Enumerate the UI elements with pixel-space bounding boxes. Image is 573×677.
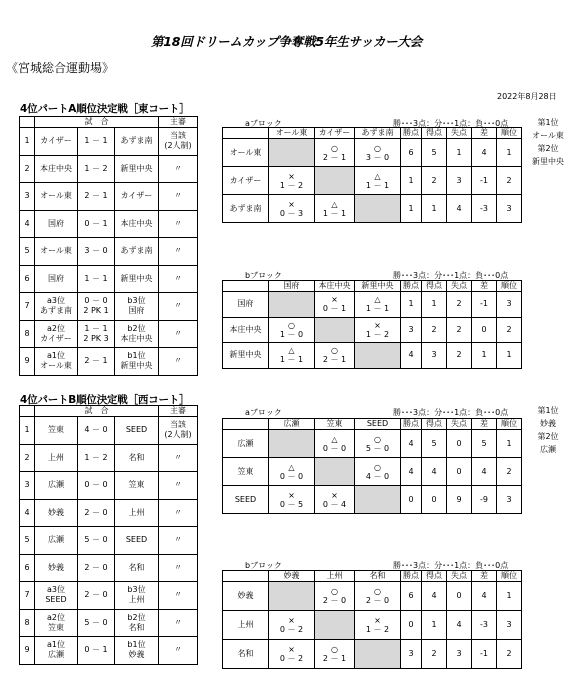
section-a-block-b-label: bブロック bbox=[245, 271, 282, 280]
match-referee: 当該 (2人制) bbox=[159, 417, 198, 445]
match-score: 0 － 1 bbox=[78, 637, 115, 665]
block-result-cell: × 0 － 2 bbox=[269, 640, 315, 669]
block-stat: 1 bbox=[497, 582, 522, 611]
match-score: 0 － 1 bbox=[78, 210, 115, 238]
match-referee: 〃 bbox=[159, 320, 198, 348]
block-stat: 1 bbox=[401, 195, 422, 223]
ranking-line: 妙義 bbox=[540, 419, 556, 428]
block-stat: 9 bbox=[447, 486, 472, 514]
block-header: 順位 bbox=[497, 281, 522, 292]
block-result-cell: ○ 5 － 0 bbox=[355, 430, 401, 458]
match-number: 4 bbox=[20, 210, 35, 238]
match-score: 1 － 2 bbox=[78, 444, 115, 472]
match-referee: 〃 bbox=[159, 293, 198, 321]
match-referee: 〃 bbox=[159, 554, 198, 582]
match-team-1: 広瀬 bbox=[35, 472, 78, 500]
block-self-cell bbox=[269, 430, 315, 458]
block-stat: 3 bbox=[497, 611, 522, 640]
block-row bbox=[223, 458, 522, 486]
match-number: 7 bbox=[20, 582, 35, 610]
block-stat: 2 bbox=[497, 640, 522, 669]
match-referee: 〃 bbox=[159, 183, 198, 211]
block-result-cell: × 0 － 3 bbox=[269, 195, 315, 223]
match-referee: 〃 bbox=[159, 582, 198, 610]
block-stat: -3 bbox=[472, 195, 497, 223]
block-row-team: オール東 bbox=[223, 139, 269, 167]
match-team-2: 新里中央 bbox=[115, 155, 159, 183]
block-result-cell: × 0 － 5 bbox=[269, 486, 315, 514]
block-self-cell bbox=[315, 167, 355, 195]
match-team-2: 名和 bbox=[115, 554, 159, 582]
section-b-heading: 4位パートB順位決定戦［西コート］ bbox=[20, 394, 190, 406]
match-team-1: オール東 bbox=[35, 238, 78, 266]
block-stat: 2 bbox=[422, 317, 447, 343]
match-referee: 〃 bbox=[159, 609, 198, 637]
match-score: 5 － 0 bbox=[78, 527, 115, 555]
block-stat: 1 bbox=[401, 167, 422, 195]
block-row-team: あずま南 bbox=[223, 195, 269, 223]
block-header: カイザー bbox=[315, 128, 355, 139]
block-stat: 2 bbox=[422, 640, 447, 669]
section-a-block-b-table bbox=[222, 280, 522, 369]
match-team-2: b2位 本庄中央 bbox=[115, 320, 159, 348]
block-row bbox=[223, 343, 522, 369]
block-header: 得点 bbox=[422, 128, 447, 139]
block-header: SEED bbox=[355, 419, 401, 430]
match-team-2: SEED bbox=[115, 527, 159, 555]
match-row bbox=[20, 554, 198, 582]
block-stat: 4 bbox=[472, 458, 497, 486]
match-number: 5 bbox=[20, 238, 35, 266]
section-a-block-a-table bbox=[222, 127, 522, 223]
ranking-line: 新里中央 bbox=[532, 157, 564, 166]
match-team-1: a2位 カイザー bbox=[35, 320, 78, 348]
block-result-cell: △ 1 － 1 bbox=[355, 167, 401, 195]
match-team-2: 本庄中央 bbox=[115, 210, 159, 238]
match-number: 9 bbox=[20, 348, 35, 376]
block-header: 笠東 bbox=[315, 419, 355, 430]
match-number: 9 bbox=[20, 637, 35, 665]
block-result-cell: × 0 － 1 bbox=[315, 292, 355, 318]
block-stat: 5 bbox=[472, 430, 497, 458]
block-result-cell: × 0 － 4 bbox=[315, 486, 355, 514]
match-score: 1 － 1 bbox=[78, 265, 115, 293]
match-number: 3 bbox=[20, 183, 35, 211]
match-referee: 〃 bbox=[159, 499, 198, 527]
block-stat: 5 bbox=[422, 139, 447, 167]
block-stat: 0 bbox=[447, 430, 472, 458]
block-stat: 3 bbox=[401, 317, 422, 343]
block-stat: 3 bbox=[401, 640, 422, 669]
block-row bbox=[223, 139, 522, 167]
ranking-line: オール東 bbox=[532, 131, 564, 140]
section-b-block-a-label: aブロック bbox=[245, 408, 282, 417]
match-score: 3 － 0 bbox=[78, 238, 115, 266]
block-stat: 4 bbox=[472, 139, 497, 167]
match-team-2: 名和 bbox=[115, 444, 159, 472]
block-stat: 1 bbox=[497, 430, 522, 458]
match-team-2: 新里中央 bbox=[115, 265, 159, 293]
block-result-cell: ○ 2 － 1 bbox=[315, 640, 355, 669]
match-row bbox=[20, 265, 198, 293]
match-team-1: 上州 bbox=[35, 444, 78, 472]
block-stat: 2 bbox=[497, 167, 522, 195]
block-stat: 3 bbox=[497, 292, 522, 318]
block-row bbox=[223, 486, 522, 514]
match-referee: 〃 bbox=[159, 444, 198, 472]
section-a-match-table bbox=[19, 116, 198, 376]
match-row bbox=[20, 320, 198, 348]
block-result-cell: △ 1 － 1 bbox=[315, 195, 355, 223]
block-stat: 2 bbox=[497, 317, 522, 343]
block-result-cell: ○ 1 － 0 bbox=[269, 317, 315, 343]
block-self-cell bbox=[355, 640, 401, 669]
section-b-block-a-table bbox=[222, 418, 522, 514]
block-header: 本庄中央 bbox=[315, 281, 355, 292]
block-stat: 2 bbox=[447, 317, 472, 343]
block-header: 勝点 bbox=[401, 571, 422, 582]
match-team-1: a3位 SEED bbox=[35, 582, 78, 610]
block-stat: 1 bbox=[447, 139, 472, 167]
match-score: 1 － 2 bbox=[78, 155, 115, 183]
block-row-team: 本庄中央 bbox=[223, 317, 269, 343]
match-number: 3 bbox=[20, 472, 35, 500]
block-row-team: 笠東 bbox=[223, 458, 269, 486]
ranking-line: 第1位 bbox=[537, 406, 559, 415]
block-stat: 6 bbox=[401, 139, 422, 167]
match-team-1: 妙義 bbox=[35, 499, 78, 527]
section-a-block-a-label: aブロック bbox=[245, 119, 282, 128]
block-row-team: SEED bbox=[223, 486, 269, 514]
match-score: 2 － 0 bbox=[78, 554, 115, 582]
block-stat: 3 bbox=[422, 343, 447, 369]
block-row bbox=[223, 317, 522, 343]
match-team-2: カイザー bbox=[115, 183, 159, 211]
match-row bbox=[20, 444, 198, 472]
match-header-no bbox=[20, 117, 35, 128]
match-team-1: a1位 広瀬 bbox=[35, 637, 78, 665]
block-header: 差 bbox=[472, 419, 497, 430]
block-self-cell bbox=[355, 486, 401, 514]
match-team-1: a2位 笠東 bbox=[35, 609, 78, 637]
block-stat: 2 bbox=[447, 292, 472, 318]
section-a-points-rule-a: 勝･･･3点：分･･･1点：負･･･0点 bbox=[393, 119, 509, 128]
block-header: 失点 bbox=[447, 571, 472, 582]
block-stat: 0 bbox=[401, 486, 422, 514]
block-header: 順位 bbox=[497, 128, 522, 139]
block-header-corner bbox=[223, 571, 269, 582]
match-score: 1 － 1 2 PK 3 bbox=[78, 320, 115, 348]
block-stat: 3 bbox=[447, 640, 472, 669]
block-stat: 1 bbox=[401, 292, 422, 318]
block-stat: 0 bbox=[447, 582, 472, 611]
match-team-1: オール東 bbox=[35, 183, 78, 211]
match-team-2: b3位 国府 bbox=[115, 293, 159, 321]
block-row-team: 新里中央 bbox=[223, 343, 269, 369]
date-label: 2022年8月28日 bbox=[497, 92, 557, 101]
block-stat: 0 bbox=[422, 486, 447, 514]
match-number: 6 bbox=[20, 554, 35, 582]
match-score: 0 － 0 bbox=[78, 472, 115, 500]
block-header: 名和 bbox=[355, 571, 401, 582]
block-self-cell bbox=[355, 195, 401, 223]
ranking-line: 第2位 bbox=[537, 144, 559, 153]
match-team-2: b2位 名和 bbox=[115, 609, 159, 637]
block-header-corner bbox=[223, 419, 269, 430]
match-referee: 〃 bbox=[159, 265, 198, 293]
block-row bbox=[223, 582, 522, 611]
block-stat: 1 bbox=[422, 292, 447, 318]
block-stat: 2 bbox=[422, 167, 447, 195]
block-result-cell: × 1 － 2 bbox=[269, 167, 315, 195]
match-score: 5 － 0 bbox=[78, 609, 115, 637]
section-a-heading: 4位パートA順位決定戦［東コート］ bbox=[20, 103, 190, 115]
block-stat: 1 bbox=[497, 139, 522, 167]
block-header-corner bbox=[223, 281, 269, 292]
match-team-2: b3位 上州 bbox=[115, 582, 159, 610]
block-row-team: 妙義 bbox=[223, 582, 269, 611]
block-stat: 4 bbox=[447, 195, 472, 223]
block-header: 失点 bbox=[447, 281, 472, 292]
match-referee: 当該 (2人制) bbox=[159, 128, 198, 156]
block-self-cell bbox=[315, 317, 355, 343]
block-stat: 1 bbox=[472, 343, 497, 369]
block-stat: -3 bbox=[472, 611, 497, 640]
match-score: 4 － 0 bbox=[78, 417, 115, 445]
block-header: 妙義 bbox=[269, 571, 315, 582]
match-team-1: 広瀬 bbox=[35, 527, 78, 555]
block-row-team: 国府 bbox=[223, 292, 269, 318]
block-result-cell: ○ 2 － 0 bbox=[315, 582, 355, 611]
match-team-1: カイザー bbox=[35, 128, 78, 156]
match-number: 8 bbox=[20, 609, 35, 637]
block-header: 勝点 bbox=[401, 128, 422, 139]
match-score: 0 － 0 2 PK 1 bbox=[78, 293, 115, 321]
match-header-no bbox=[20, 406, 35, 417]
page-title: 第18回ドリームカップ争奪戦5年生サッカー大会 bbox=[150, 34, 423, 49]
block-stat: 6 bbox=[401, 582, 422, 611]
match-row bbox=[20, 637, 198, 665]
match-header-referee: 主審 bbox=[159, 117, 198, 128]
block-stat: 2 bbox=[447, 343, 472, 369]
block-header: あずま南 bbox=[355, 128, 401, 139]
block-header: 差 bbox=[472, 281, 497, 292]
block-result-cell: △ 1 － 1 bbox=[269, 343, 315, 369]
section-b-block-b-label: bブロック bbox=[245, 561, 282, 570]
block-stat: 4 bbox=[422, 582, 447, 611]
section-b-block-b-table bbox=[222, 570, 522, 669]
match-number: 4 bbox=[20, 499, 35, 527]
match-number: 2 bbox=[20, 444, 35, 472]
block-self-cell bbox=[269, 139, 315, 167]
block-row bbox=[223, 430, 522, 458]
match-row bbox=[20, 348, 198, 376]
block-result-cell: ○ 2 － 1 bbox=[315, 343, 355, 369]
match-row bbox=[20, 472, 198, 500]
match-score: 2 － 1 bbox=[78, 348, 115, 376]
block-header: 広瀬 bbox=[269, 419, 315, 430]
block-result-cell: △ 0 － 0 bbox=[269, 458, 315, 486]
match-number: 5 bbox=[20, 527, 35, 555]
match-row bbox=[20, 527, 198, 555]
block-header: 得点 bbox=[422, 419, 447, 430]
match-row bbox=[20, 155, 198, 183]
match-team-1: 笠東 bbox=[35, 417, 78, 445]
match-number: 6 bbox=[20, 265, 35, 293]
block-stat: 4 bbox=[447, 611, 472, 640]
venue-label: 《宮城総合運動場》 bbox=[6, 61, 115, 75]
match-number: 2 bbox=[20, 155, 35, 183]
match-row bbox=[20, 238, 198, 266]
block-stat: 1 bbox=[422, 195, 447, 223]
block-stat: 2 bbox=[497, 458, 522, 486]
block-result-cell: ○ 3 － 0 bbox=[355, 139, 401, 167]
match-team-2: b1位 妙義 bbox=[115, 637, 159, 665]
block-row-team: 名和 bbox=[223, 640, 269, 669]
section-b-ranking bbox=[524, 404, 572, 456]
match-referee: 〃 bbox=[159, 155, 198, 183]
ranking-line: 広瀬 bbox=[540, 445, 556, 454]
block-header: 失点 bbox=[447, 128, 472, 139]
match-referee: 〃 bbox=[159, 472, 198, 500]
match-team-1: 本庄中央 bbox=[35, 155, 78, 183]
match-row bbox=[20, 183, 198, 211]
block-self-cell bbox=[269, 292, 315, 318]
block-header: 得点 bbox=[422, 281, 447, 292]
match-row bbox=[20, 609, 198, 637]
match-row bbox=[20, 417, 198, 445]
block-stat: 4 bbox=[422, 458, 447, 486]
match-referee: 〃 bbox=[159, 238, 198, 266]
match-number: 1 bbox=[20, 417, 35, 445]
block-stat: 0 bbox=[447, 458, 472, 486]
match-team-1: a1位 オール東 bbox=[35, 348, 78, 376]
block-stat: 3 bbox=[497, 195, 522, 223]
block-stat: 1 bbox=[497, 343, 522, 369]
block-header: 国府 bbox=[269, 281, 315, 292]
section-b-points-rule-b: 勝･･･3点：分･･･1点：負･･･0点 bbox=[393, 561, 509, 570]
match-number: 7 bbox=[20, 293, 35, 321]
block-header: 新里中央 bbox=[355, 281, 401, 292]
block-header: オール東 bbox=[269, 128, 315, 139]
match-referee: 〃 bbox=[159, 210, 198, 238]
match-team-2: あずま南 bbox=[115, 238, 159, 266]
match-team-2: 笠東 bbox=[115, 472, 159, 500]
match-header-match: 試 合 bbox=[35, 117, 159, 128]
match-number: 1 bbox=[20, 128, 35, 156]
block-header: 上州 bbox=[315, 571, 355, 582]
block-stat: 0 bbox=[472, 317, 497, 343]
block-result-cell: △ 1 － 1 bbox=[355, 292, 401, 318]
section-b-points-rule-a: 勝･･･3点：分･･･1点：負･･･0点 bbox=[393, 408, 509, 417]
block-header: 順位 bbox=[497, 571, 522, 582]
match-referee: 〃 bbox=[159, 527, 198, 555]
match-team-1: a3位 あずま南 bbox=[35, 293, 78, 321]
match-team-2: b1位 新里中央 bbox=[115, 348, 159, 376]
section-a-ranking bbox=[524, 116, 572, 168]
match-row bbox=[20, 210, 198, 238]
match-row bbox=[20, 499, 198, 527]
ranking-line: 第1位 bbox=[537, 118, 559, 127]
match-score: 2 － 1 bbox=[78, 183, 115, 211]
match-referee: 〃 bbox=[159, 637, 198, 665]
match-row bbox=[20, 128, 198, 156]
block-self-cell bbox=[315, 458, 355, 486]
block-stat: 1 bbox=[422, 611, 447, 640]
match-header-match: 試 合 bbox=[35, 406, 159, 417]
match-header-referee: 主審 bbox=[159, 406, 198, 417]
block-row bbox=[223, 195, 522, 223]
block-stat: -9 bbox=[472, 486, 497, 514]
block-stat: 4 bbox=[472, 582, 497, 611]
block-stat: 4 bbox=[401, 343, 422, 369]
block-result-cell: × 0 － 2 bbox=[269, 611, 315, 640]
match-team-1: 国府 bbox=[35, 210, 78, 238]
block-header: 勝点 bbox=[401, 419, 422, 430]
block-stat: 3 bbox=[447, 167, 472, 195]
block-header: 差 bbox=[472, 128, 497, 139]
block-result-cell: ○ 4 － 0 bbox=[355, 458, 401, 486]
block-row bbox=[223, 292, 522, 318]
block-header-corner bbox=[223, 128, 269, 139]
block-result-cell: ○ 2 － 0 bbox=[355, 582, 401, 611]
match-number: 8 bbox=[20, 320, 35, 348]
match-team-1: 妙義 bbox=[35, 554, 78, 582]
match-team-1: 国府 bbox=[35, 265, 78, 293]
block-row bbox=[223, 640, 522, 669]
block-row bbox=[223, 167, 522, 195]
block-result-cell: ○ 2 － 1 bbox=[315, 139, 355, 167]
block-result-cell: × 1 － 2 bbox=[355, 317, 401, 343]
block-self-cell bbox=[315, 611, 355, 640]
block-stat: 3 bbox=[497, 486, 522, 514]
block-result-cell: △ 0 － 0 bbox=[315, 430, 355, 458]
block-header: 差 bbox=[472, 571, 497, 582]
block-stat: -1 bbox=[472, 640, 497, 669]
block-row-team: 広瀬 bbox=[223, 430, 269, 458]
match-team-2: あずま南 bbox=[115, 128, 159, 156]
block-row-team: 上州 bbox=[223, 611, 269, 640]
block-header: 得点 bbox=[422, 571, 447, 582]
match-row bbox=[20, 293, 198, 321]
block-stat: 0 bbox=[401, 611, 422, 640]
section-b-match-table bbox=[19, 405, 198, 665]
block-self-cell bbox=[355, 343, 401, 369]
match-team-2: 上州 bbox=[115, 499, 159, 527]
match-team-2: SEED bbox=[115, 417, 159, 445]
block-header: 勝点 bbox=[401, 281, 422, 292]
block-row bbox=[223, 611, 522, 640]
block-header: 失点 bbox=[447, 419, 472, 430]
block-stat: 4 bbox=[401, 458, 422, 486]
match-score: 2 － 0 bbox=[78, 582, 115, 610]
match-score: 1 － 1 bbox=[78, 128, 115, 156]
block-stat: 5 bbox=[422, 430, 447, 458]
section-a-points-rule-b: 勝･･･3点：分･･･1点：負･･･0点 bbox=[393, 271, 509, 280]
match-row bbox=[20, 582, 198, 610]
block-stat: -1 bbox=[472, 167, 497, 195]
match-score: 2 － 0 bbox=[78, 499, 115, 527]
block-stat: 4 bbox=[401, 430, 422, 458]
block-row-team: カイザー bbox=[223, 167, 269, 195]
block-header: 順位 bbox=[497, 419, 522, 430]
block-stat: -1 bbox=[472, 292, 497, 318]
ranking-line: 第2位 bbox=[537, 432, 559, 441]
block-result-cell: × 1 － 2 bbox=[355, 611, 401, 640]
match-referee: 〃 bbox=[159, 348, 198, 376]
block-self-cell bbox=[269, 582, 315, 611]
